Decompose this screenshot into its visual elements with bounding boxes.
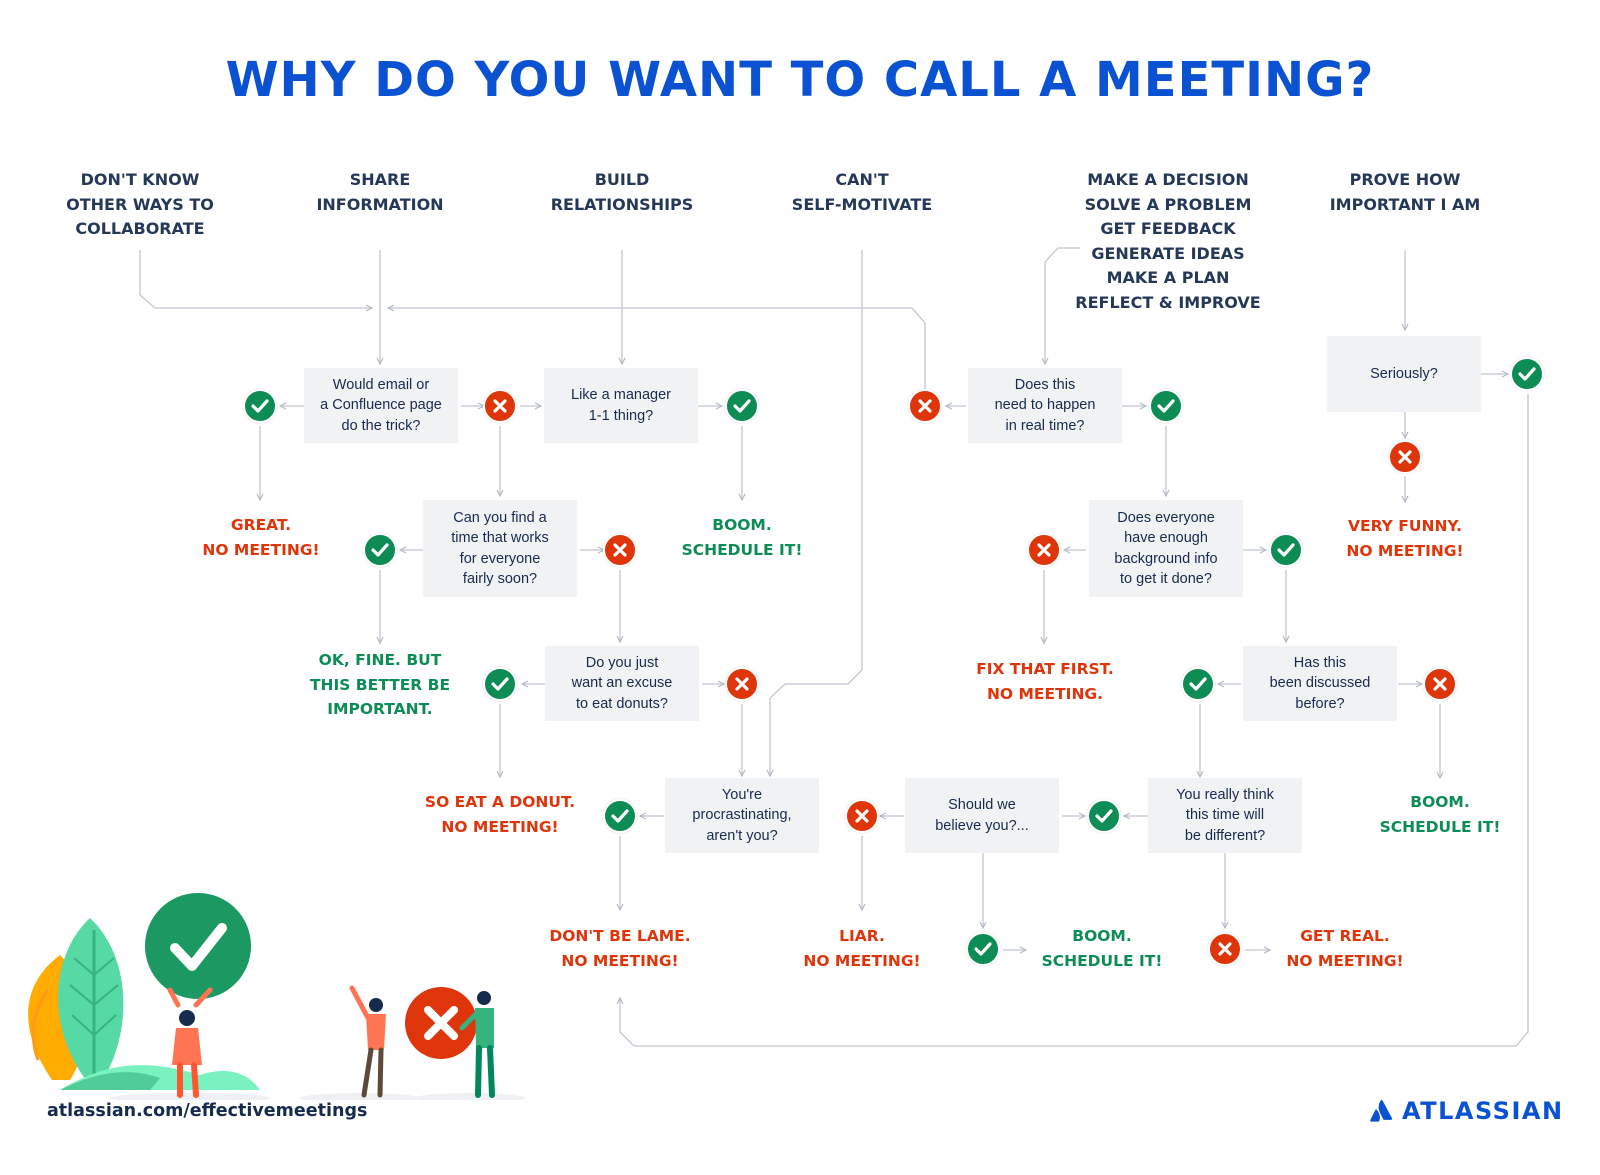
outcome-ok-fine: OK, FINE. BUT THIS BETTER BE IMPORTANT. <box>309 651 451 718</box>
category-share-information: SHARE INFORMATION <box>316 170 444 214</box>
outcome-get-real: GET REAL. NO MEETING! <box>1286 927 1404 970</box>
check-icon <box>725 389 759 423</box>
question-different: You really think this time will be different? <box>1148 778 1302 853</box>
brand-name: ATLASSIAN <box>1402 1097 1564 1125</box>
category-make-decision: MAKE A DECISION SOLVE A PROBLEM GET FEEDBACK GENERATE IDEAS MAKE A PLAN REFLECT & IMPROVE <box>1075 170 1261 312</box>
category-cant-self-motivate: CAN'T SELF-MOTIVATE <box>791 170 933 214</box>
question-donuts: Do you just want an excuse to eat donuts? <box>545 646 699 721</box>
outcome-boom-1: BOOM. SCHEDULE IT! <box>681 516 803 559</box>
x-icon <box>483 389 517 423</box>
category-prove-important: PROVE HOW IMPORTANT I AM <box>1329 170 1481 214</box>
atlassian-mark-icon <box>1370 1098 1394 1124</box>
x-icon <box>1027 533 1061 567</box>
question-email: Would email or a Confluence page do the trick? <box>304 368 458 443</box>
outcome-boom-3: BOOM. SCHEDULE IT! <box>1041 927 1163 970</box>
x-icon <box>1423 667 1457 701</box>
check-icon <box>243 389 277 423</box>
question-realtime: Does this need to happen in real time? <box>968 368 1122 443</box>
atlassian-logo <box>1370 1097 1564 1125</box>
outcome-eat-donut: SO EAT A DONUT. NO MEETING! <box>424 793 576 836</box>
x-icon <box>845 799 879 833</box>
category-build-relationships: BUILD RELATIONSHIPS <box>550 170 694 214</box>
outcome-very-funny: VERY FUNNY. NO MEETING! <box>1346 517 1464 560</box>
check-icon <box>1181 667 1215 701</box>
x-icon <box>908 389 942 423</box>
question-discussed: Has this been discussed before? <box>1243 646 1397 721</box>
x-icon <box>1388 440 1422 474</box>
outcome-great: GREAT. NO MEETING! <box>202 516 320 559</box>
question-background: Does everyone have enough background info to get it done? <box>1089 500 1243 597</box>
outcome-fix-first: FIX THAT FIRST. NO MEETING. <box>976 660 1114 703</box>
question-manager: Like a manager 1-1 thing? <box>544 368 698 443</box>
check-icon <box>1149 389 1183 423</box>
footer-url-link[interactable]: atlassian.com/effectivemeetings <box>47 1101 368 1121</box>
outcome-dont-be-lame: DON'T BE LAME. NO MEETING! <box>549 927 691 970</box>
question-seriously: Seriously? <box>1327 336 1481 412</box>
people-illustration <box>0 860 560 1100</box>
x-icon <box>725 667 759 701</box>
wire-dontknow <box>140 250 372 308</box>
outcome-liar: LIAR. NO MEETING! <box>803 927 921 970</box>
page-title: WHY DO YOU WANT TO CALL A MEETING? <box>225 52 1375 108</box>
check-icon <box>1510 357 1544 391</box>
category-dont-know: DON'T KNOW OTHER WAYS TO COLLABORATE <box>66 170 214 238</box>
question-find-time: Can you find a time that works for everyone fairly soon? <box>423 500 577 597</box>
outcome-boom-2: BOOM. SCHEDULE IT! <box>1379 793 1501 836</box>
check-icon <box>1087 799 1121 833</box>
question-believe: Should we believe you?... <box>905 778 1059 853</box>
question-procrastinating: You're procrastinating, aren't you? <box>665 778 819 853</box>
